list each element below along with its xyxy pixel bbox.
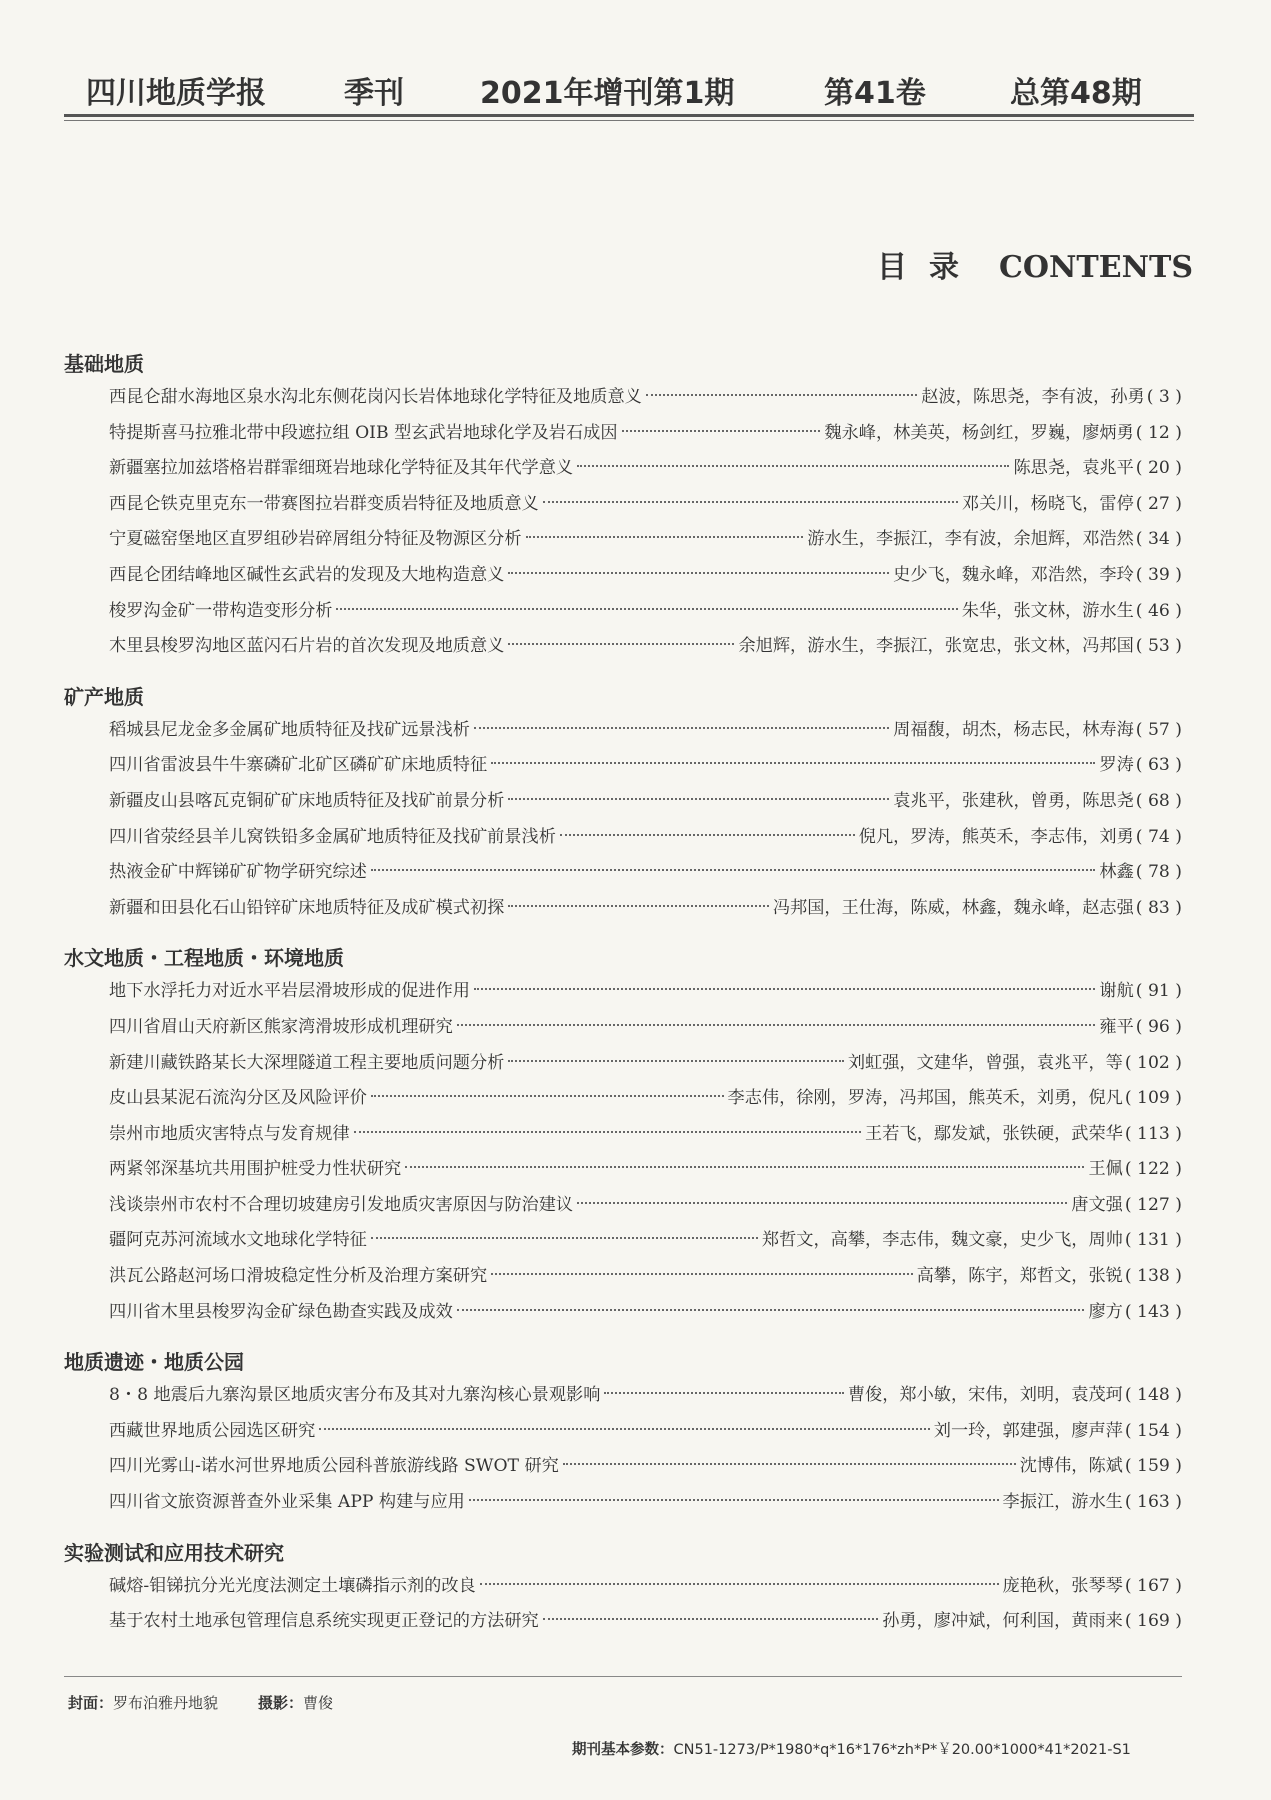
footer-rule [64, 1676, 1182, 1677]
toc-entry[interactable] [64, 1295, 1182, 1331]
dot-leader [371, 1095, 724, 1097]
dot-leader [622, 430, 821, 432]
entry-authors: 陈思尧，袁兆平 [1013, 458, 1134, 479]
cover-value: 罗布泊雅丹地貌 [113, 1694, 219, 1712]
dot-leader [405, 1166, 1084, 1168]
toc-entry[interactable] [64, 380, 1182, 416]
dot-leader [354, 1131, 861, 1133]
entry-authors: 雍平 [1099, 1016, 1134, 1037]
journal-name: 四川地质学报 [86, 76, 266, 111]
entry-title: 宁夏磁窑堡地区直罗组砂岩碎屑组分特征及物源区分析 [109, 529, 522, 550]
entry-authors: 李振江，游水生 [1002, 1492, 1123, 1513]
entry-authors: 魏永峰，林美英，杨剑红，罗巍，廖炳勇 [824, 422, 1134, 443]
dot-leader [508, 572, 889, 574]
entry-authors: 刘一玲，郭建强，廖声萍 [933, 1420, 1123, 1441]
entry-title: 四川省雷波县牛牛寨磷矿北矿区磷矿矿床地质特征 [109, 755, 488, 776]
toc-section [64, 1537, 1182, 1640]
params-label: 期刊基本参数： [572, 1742, 674, 1758]
section-title: 地质遗迹・地质公园 [64, 1350, 244, 1375]
entry-page: ( 109 ) [1124, 1088, 1182, 1109]
entry-page: ( 138 ) [1124, 1266, 1182, 1287]
contents-title [877, 242, 1193, 286]
dot-leader [508, 905, 769, 907]
toc-section [64, 681, 1182, 927]
toc-entry[interactable] [64, 1081, 1182, 1117]
entry-page: ( 102 ) [1124, 1052, 1182, 1073]
entry-page: ( 91 ) [1135, 981, 1182, 1002]
toc-section [64, 348, 1182, 665]
entry-authors: 罗涛 [1099, 755, 1134, 776]
entry-title: 四川光雾山-诺水河世界地质公园科普旅游线路 SWOT 研究 [109, 1456, 559, 1477]
photo-value: 曹俊 [303, 1694, 334, 1712]
entry-page: ( 74 ) [1135, 826, 1182, 847]
dot-leader [371, 869, 1096, 871]
entry-page: ( 27 ) [1135, 493, 1182, 514]
entry-authors: 廖方 [1088, 1301, 1123, 1322]
entry-title: 新建川藏铁路某长大深埋隧道工程主要地质问题分析 [109, 1052, 505, 1073]
entry-title: 新疆皮山县喀瓦克铜矿矿床地质特征及找矿前景分析 [109, 790, 505, 811]
entry-title: 洪瓦公路赵河场口滑坡稳定性分析及治理方案研究 [109, 1266, 488, 1287]
entry-page: ( 127 ) [1124, 1194, 1182, 1215]
journal-frequency: 季刊 [344, 76, 404, 111]
toc-section [64, 1346, 1182, 1520]
dot-leader [508, 643, 734, 645]
entry-title: 四川省文旅资源普查外业采集 APP 构建与应用 [109, 1492, 465, 1513]
entry-title: 木里县梭罗沟地区蓝闪石片岩的首次发现及地质意义 [109, 636, 505, 657]
journal-issue: 2021年增刊第1期 [480, 76, 735, 111]
entry-title: 浅谈崇州市农村不合理切坡建房引发地质灾害原因与防治建议 [109, 1194, 574, 1215]
dot-leader [491, 1273, 912, 1275]
entry-authors: 沈博伟，陈斌 [1019, 1456, 1123, 1477]
section-title: 实验测试和应用技术研究 [64, 1540, 284, 1565]
contents-title-en: CONTENTS [998, 250, 1193, 285]
entry-title: 皮山县某泥石流沟分区及风险评价 [109, 1088, 367, 1109]
dot-leader [474, 727, 889, 729]
dot-leader [543, 1618, 879, 1620]
toc-entry[interactable] [64, 487, 1182, 523]
toc-entry[interactable] [64, 1449, 1182, 1485]
toc-entry[interactable] [64, 416, 1182, 452]
section-title: 基础地质 [64, 352, 144, 376]
entry-title: 四川省荥经县羊儿窝铁铅多金属矿地质特征及找矿前景浅析 [109, 826, 556, 847]
entry-authors: 李志伟，徐刚，罗涛，冯邦国，熊英禾，刘勇，倪凡 [727, 1088, 1123, 1109]
dot-leader [457, 1024, 1096, 1026]
entry-page: ( 53 ) [1135, 636, 1182, 657]
journal-header [64, 68, 1194, 112]
toc-entry[interactable] [64, 1604, 1182, 1640]
contents-title-zh: 目录 [876, 250, 981, 285]
entry-page: ( 34 ) [1135, 529, 1182, 550]
entry-title: 四川省木里县梭罗沟金矿绿色勘查实践及成效 [109, 1301, 453, 1322]
dot-leader [526, 536, 804, 538]
toc-entry[interactable] [64, 1010, 1182, 1046]
dot-leader [457, 1309, 1085, 1311]
header-rule-thick [64, 114, 1194, 117]
dot-leader [371, 1237, 758, 1239]
toc-entry[interactable] [64, 522, 1182, 558]
toc-entry[interactable] [64, 713, 1182, 749]
entry-authors: 曹俊，郑小敏，宋伟，刘明，袁茂珂 [847, 1385, 1123, 1406]
entry-page: ( 63 ) [1135, 755, 1182, 776]
entry-title: 梭罗沟金矿一带构造变形分析 [109, 600, 333, 621]
entry-page: ( 20 ) [1135, 458, 1182, 479]
entry-page: ( 143 ) [1124, 1301, 1182, 1322]
cover-label: 封面： [68, 1694, 114, 1712]
entry-authors: 高攀，陈宇，郑哲文，张锐 [916, 1266, 1123, 1287]
section-title: 矿产地质 [64, 684, 144, 709]
entry-authors: 周福馥，胡杰，杨志民，林寿海 [893, 719, 1134, 740]
entry-title: 稻城县尼龙金多金属矿地质特征及找矿远景浅析 [109, 719, 470, 740]
entry-authors: 倪凡，罗涛，熊英禾，李志伟，刘勇 [858, 826, 1134, 847]
toc-entry[interactable] [64, 1188, 1182, 1224]
entry-title: 特提斯喜马拉雅北带中段遮拉组 OIB 型玄武岩地球化学及岩石成因 [109, 422, 618, 443]
toc-entry[interactable] [64, 974, 1182, 1010]
entry-page: ( 68 ) [1135, 790, 1182, 811]
toc-entry[interactable] [64, 1378, 1182, 1414]
entry-authors: 王佩 [1088, 1159, 1123, 1180]
toc-entry[interactable] [64, 820, 1182, 856]
dot-leader [469, 1499, 999, 1501]
entry-page: ( 169 ) [1124, 1611, 1182, 1632]
toc-entry[interactable] [64, 1152, 1182, 1188]
toc-section [64, 942, 1182, 1330]
dot-leader [480, 1583, 999, 1585]
entry-title: 疆阿克苏河流域水文地球化学特征 [109, 1230, 367, 1251]
toc-entry[interactable] [64, 1569, 1182, 1605]
entry-title: 崇州市地质灾害特点与发育规律 [109, 1123, 350, 1144]
entry-authors: 郑哲文，高攀，李志伟，魏文豪，史少飞，周帅 [761, 1230, 1123, 1251]
entry-page: ( 131 ) [1124, 1230, 1182, 1251]
dot-leader [563, 1463, 1016, 1465]
dot-leader [646, 394, 917, 396]
entry-title: 碱熔-钼锑抗分光光度法测定土壤磷指示剂的改良 [109, 1575, 476, 1596]
entry-title: 西昆仑甜水海地区泉水沟北东侧花岗闪长岩体地球化学特征及地质意义 [109, 387, 642, 407]
table-of-contents [64, 348, 1182, 1640]
entry-page: ( 78 ) [1135, 862, 1182, 883]
dot-leader [491, 762, 1095, 764]
entry-page: ( 167 ) [1124, 1575, 1182, 1596]
entry-title: 热液金矿中辉锑矿矿物学研究综述 [109, 862, 367, 883]
toc-entry[interactable] [64, 1046, 1182, 1082]
entry-page: ( 148 ) [1124, 1385, 1182, 1406]
toc-entry[interactable] [64, 1485, 1182, 1521]
dot-leader [577, 465, 1009, 467]
entry-authors: 冯邦国，王仕海，陈威，林鑫，魏永峰，赵志强 [772, 897, 1134, 918]
entry-page: ( 122 ) [1124, 1159, 1182, 1180]
entry-page: ( 154 ) [1124, 1420, 1182, 1441]
entry-title: 基于农村土地承包管理信息系统实现更正登记的方法研究 [109, 1611, 539, 1632]
entry-title: 西昆仑铁克里克东一带赛图拉岩群变质岩特征及地质意义 [109, 493, 539, 514]
toc-entry[interactable] [64, 748, 1182, 784]
dot-leader [560, 834, 855, 836]
params-value: CN51-1273/P*1980*q*16*176*zh*P*￥20.00*1000*41*2021-S1 [673, 1742, 1131, 1758]
entry-title: 新疆和田县化石山铅锌矿床地质特征及成矿模式初探 [109, 897, 505, 918]
section-title: 水文地质・工程地质・环境地质 [64, 946, 344, 971]
toc-entry[interactable] [64, 891, 1182, 927]
toc-entry[interactable] [64, 629, 1182, 665]
entry-title: 新疆塞拉加兹塔格岩群霏细斑岩地球化学特征及其年代学意义 [109, 458, 574, 479]
dot-leader [508, 798, 889, 800]
entry-authors: 余旭辉，游水生，李振江，张宽忠，张文林，冯邦国 [738, 636, 1134, 657]
entry-title: 四川省眉山天府新区熊家湾滑坡形成机理研究 [109, 1016, 453, 1037]
cover-credit [68, 1692, 333, 1713]
entry-authors: 袁兆平，张建秋，曾勇，陈思尧 [893, 790, 1134, 811]
entry-page: ( 12 ) [1135, 422, 1182, 443]
entry-title: 地下水浮托力对近水平岩层滑坡形成的促进作用 [109, 981, 470, 1002]
toc-entry[interactable] [64, 1414, 1182, 1450]
entry-authors: 朱华，张文林，游水生 [961, 600, 1134, 621]
entry-authors: 史少飞，魏永峰，邓浩然，李玲 [893, 564, 1134, 585]
entry-authors: 游水生，李振江，李有波，余旭辉，邓浩然 [807, 529, 1134, 550]
entry-page: ( 159 ) [1124, 1456, 1182, 1477]
entry-authors: 刘虹强，文建华，曾强，袁兆平，等 [847, 1052, 1123, 1073]
header-rule-thin [64, 120, 1194, 121]
entry-page: ( 113 ) [1124, 1123, 1182, 1144]
entry-authors: 林鑫 [1099, 862, 1134, 883]
dot-leader [577, 1202, 1067, 1204]
entry-title: 两紧邻深基坑共用围护桩受力性状研究 [109, 1159, 402, 1180]
journal-volume: 第41卷 [824, 76, 926, 111]
entry-page: ( 39 ) [1135, 564, 1182, 585]
dot-leader [336, 608, 957, 610]
entry-authors: 赵波，陈思尧，李有波，孙勇 [921, 387, 1145, 407]
entry-authors: 王若飞，鄢发斌，张铁硬，武荣华 [865, 1123, 1123, 1144]
toc-entry[interactable] [64, 558, 1182, 594]
journal-total-issue: 总第48期 [1010, 76, 1142, 111]
toc-entry[interactable] [64, 1117, 1182, 1153]
dot-leader [319, 1428, 930, 1430]
toc-entry[interactable] [64, 1259, 1182, 1295]
entry-page: ( 3 ) [1146, 387, 1182, 407]
dot-leader [543, 501, 958, 503]
photo-label: 摄影： [258, 1694, 304, 1712]
dot-leader [474, 988, 1095, 990]
entry-authors: 唐文强 [1071, 1194, 1123, 1215]
entry-page: ( 96 ) [1135, 1016, 1182, 1037]
entry-title: 8・8 地震后九寨沟景区地质灾害分布及其对九寨沟核心景观影响 [109, 1385, 601, 1406]
entry-page: ( 57 ) [1135, 719, 1182, 740]
toc-entry[interactable] [64, 784, 1182, 820]
entry-title: 西藏世界地质公园选区研究 [109, 1420, 316, 1441]
dot-leader [508, 1060, 844, 1062]
entry-page: ( 46 ) [1135, 600, 1182, 621]
dot-leader [604, 1392, 843, 1394]
entry-authors: 谢航 [1099, 981, 1134, 1002]
toc-entry[interactable] [64, 451, 1182, 487]
entry-page: ( 83 ) [1135, 897, 1182, 918]
entry-title: 西昆仑团结峰地区碱性玄武岩的发现及大地构造意义 [109, 564, 505, 585]
entry-authors: 孙勇，廖冲斌，何利国，黄雨来 [882, 1611, 1123, 1632]
entry-authors: 邓关川，杨晓飞，雷停 [961, 493, 1134, 514]
entry-authors: 庞艳秋，张琴琴 [1002, 1575, 1123, 1596]
toc-entry[interactable] [64, 594, 1182, 630]
journal-parameters [572, 1738, 1131, 1759]
toc-entry[interactable] [64, 1223, 1182, 1259]
toc-entry[interactable] [64, 855, 1182, 891]
entry-page: ( 163 ) [1124, 1492, 1182, 1513]
